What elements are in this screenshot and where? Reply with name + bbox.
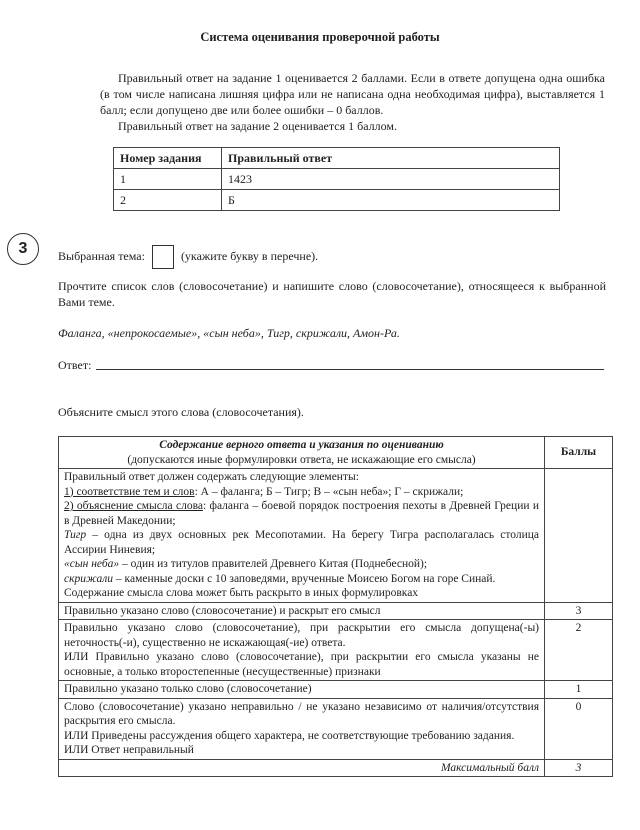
word-list: Фаланга, «непрокосаемые», «сын неба», Тигр, скрижали, Амон-Ра. (58, 326, 400, 340)
correct-answer-cell: Б (222, 190, 560, 211)
answer-content-row (59, 469, 613, 603)
criteria-row (59, 681, 613, 699)
points-cell: 3 (545, 602, 613, 620)
table-row (114, 190, 560, 211)
content-item-1: 1) соответствие тем и слов: А – фаланга; Б – Тигр; В – «сын неба»; Г – скрижали; (64, 485, 464, 498)
scoring-table (58, 436, 613, 777)
points-cell: 1 (545, 681, 613, 699)
correct-answer-cell: 1423 (222, 169, 560, 190)
table-row (114, 169, 560, 190)
content-intro: Правильный ответ должен содержать следующие элементы: (64, 471, 359, 483)
criteria-row (59, 620, 613, 681)
points-header: Баллы (545, 437, 613, 469)
topic-hint: (укажите букву в перечне). (180, 248, 319, 263)
criteria-row (59, 698, 613, 759)
points-cell: 2 (545, 620, 613, 681)
content-tigr: Тигр – одна из двух основных рек Месопотамии. На берегу Тигра располагалась столица Ассирии Ниневия; (64, 529, 539, 556)
max-score-value: 3 (545, 759, 613, 777)
scoring-header-row (59, 437, 613, 469)
criteria-text: Правильно указано слово (словосочетание) и раскрыт его смысл (59, 602, 545, 620)
table-header-row (114, 148, 560, 169)
content-item-2: 2) объяснение смысла слова: фаланга – боевой порядок построения пехоты в Древней Греции и в Древней Македонии; (64, 500, 539, 527)
explain-instruction: Объясните смысл этого слова (словосочетания). (58, 405, 304, 419)
criteria-text: Правильно указано только слово (словосочетание) (59, 681, 545, 699)
points-cell (545, 469, 613, 603)
question-instruction: Прочтите список слов (словосочетание) и напишите слово (словосочетание), относящееся к выбранной Вами теме. (58, 279, 606, 309)
content-header-main: Содержание верного ответа и указания по оцениванию (159, 439, 444, 451)
criteria-text: Слово (словосочетание) указано неправильно / не указано независимо от наличия/отсутствия раскрытия его смысла. ИЛИ Приведены рассуждения общего характера, не соответствующие требованию задания. ИЛИ Ответ неправильный (59, 698, 545, 759)
max-score-label: Максимальный балл (59, 759, 545, 777)
task-number-cell: 1 (114, 169, 222, 190)
content-header-sub: (допускаются иные формулировки ответа, не искажающие его смысла) (127, 453, 476, 466)
grading-rule-task1: Правильный ответ на задание 1 оценивается 2 баллами. Если в ответе допущена одна ошибка (в том числе написана лишняя цифра или не написана одна необходимая цифра), выставляется 1 балл; если допущено две или более ошибки – 0 баллов. (100, 71, 605, 117)
page-title: Система оценивания проверочной работы (200, 30, 440, 44)
answer-content (59, 469, 545, 603)
content-skrizhali: скрижали – каменные доски с 10 заповедями, врученные Моисею Богом на горе Синай. (64, 572, 496, 585)
content-header (59, 437, 545, 469)
topic-line (58, 245, 318, 269)
task-number-cell: 2 (114, 190, 222, 211)
answer-label: Ответ: (58, 358, 92, 372)
content-son-neba: «сын неба» – один из титулов правителей Древнего Китая (Поднебесной); (64, 558, 428, 570)
content-note: Содержание смысла слова может быть раскрыто в иных формулировках (64, 587, 419, 599)
column-header: Номер задания (114, 148, 222, 169)
topic-label: Выбранная тема: (58, 248, 145, 263)
max-score-row (59, 759, 613, 777)
grading-rule-task2: Правильный ответ на задание 2 оценивается 1 баллом. (118, 119, 397, 133)
topic-input-box[interactable] (152, 245, 174, 269)
criteria-row (59, 602, 613, 620)
answers-table (113, 147, 560, 211)
column-header: Правильный ответ (222, 148, 560, 169)
points-cell: 0 (545, 698, 613, 759)
criteria-text: Правильно указано слово (словосочетание), при раскрытии его смысла допущена(-ы) неточность(-и), существенно не искажающая(-ие) ответа. ИЛИ Правильно указано слово (словосочетание), при раскрытии его смысла указаны не основные, а только второстепенные (несущественные) признаки (59, 620, 545, 681)
question-number-badge: 3 (7, 233, 39, 265)
answer-line[interactable] (96, 369, 604, 370)
